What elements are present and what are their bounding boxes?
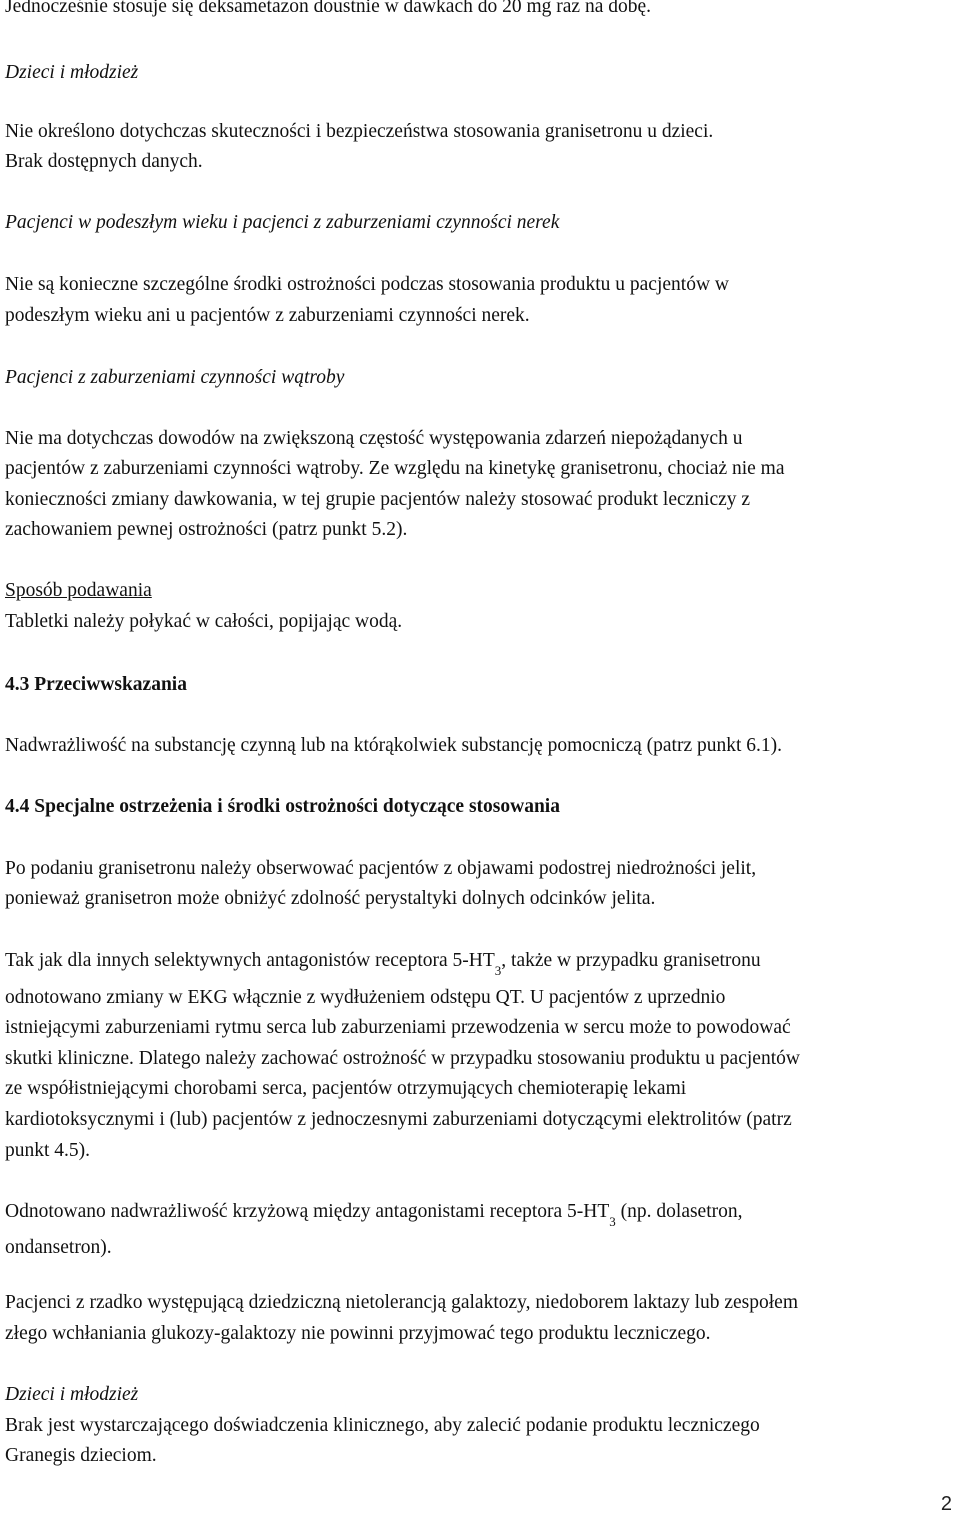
section-heading-warnings: 4.4 Specjalne ostrzeżenia i środki ostrożności dotyczące stosowania bbox=[5, 796, 560, 817]
subheading-administration: Sposób podawania bbox=[5, 580, 152, 601]
paragraph-line: punkt 4.5). bbox=[5, 1140, 91, 1161]
paragraph-line: skutki kliniczne. Dlatego należy zachować ostrożność w przypadku stosowaniu produktu u pacjentów bbox=[5, 1048, 800, 1069]
paragraph-line: ponieważ granisetron może obniżyć zdolność perystaltyki dolnych odcinków jelita. bbox=[5, 888, 656, 909]
paragraph-line: Nie są konieczne szczególne środki ostrożności podczas stosowania produktu u pacjentów w bbox=[5, 274, 729, 295]
subheading-elderly-renal: Pacjenci w podeszłym wieku i pacjenci z zaburzeniami czynności nerek bbox=[5, 212, 560, 233]
paragraph-line: istniejącymi zaburzeniami rytmu serca lub zaburzeniami przewodzenia w sercu może to powodować bbox=[5, 1017, 791, 1038]
paragraph-line: odnotowano zmiany w EKG włącznie z wydłużeniem odstępu QT. U pacjentów z uprzednio bbox=[5, 987, 726, 1008]
paragraph-line bbox=[5, 1197, 743, 1228]
subheading-children: Dzieci i młodzież bbox=[5, 1384, 139, 1405]
paragraph-line: Nadwrażliwość na substancję czynną lub na którąkolwiek substancję pomocniczą (patrz punkt 6.1). bbox=[5, 735, 783, 756]
paragraph-line: konieczności zmiany dawkowania, w tej grupie pacjentów należy stosować produkt leczniczy z bbox=[5, 489, 751, 510]
paragraph-line: ondansetron). bbox=[5, 1237, 112, 1258]
text-segment: , także w przypadku granisetronu bbox=[501, 950, 761, 971]
paragraph-line: Brak jest wystarczającego doświadczenia klinicznego, aby zalecić podanie produktu leczniczego bbox=[5, 1415, 760, 1436]
paragraph-line: pacjentów z zaburzeniami czynności wątroby. Ze względu na kinetykę granisetronu, chociaż nie ma bbox=[5, 458, 785, 479]
paragraph-line: Nie określono dotychczas skuteczności i bezpieczeństwa stosowania granisetronu u dzieci. bbox=[5, 121, 714, 142]
paragraph-line: złego wchłaniania glukozy-galaktozy nie powinni przyjmować tego produktu leczniczego. bbox=[5, 1323, 711, 1344]
paragraph-line: Jednocześnie stosuje się deksametazon doustnie w dawkach do 20 mg raz na dobę. bbox=[5, 0, 652, 17]
subscript: 3 bbox=[494, 963, 502, 978]
paragraph-line: podeszłym wieku ani u pacjentów z zaburzeniami czynności nerek. bbox=[5, 305, 530, 326]
paragraph-line: kardiotoksycznymi i (lub) pacjentów z jednoczesnymi zaburzeniami dotyczącymi elektrolitów (patrz bbox=[5, 1109, 792, 1130]
paragraph-line: Po podaniu granisetronu należy obserwować pacjentów z objawami podostrej niedrożności jelit, bbox=[5, 858, 757, 879]
subscript: 3 bbox=[609, 1214, 616, 1229]
text-segment: Odnotowano nadwrażliwość krzyżową między antagonistami receptora 5-HT bbox=[5, 1201, 610, 1222]
text-segment: (np. dolasetron, bbox=[615, 1201, 743, 1222]
paragraph-line bbox=[5, 946, 761, 977]
paragraph-line: ze współistniejącymi chorobami serca, pacjentów otrzymujących chemioterapię lekami bbox=[5, 1078, 687, 1099]
paragraph-line: Pacjenci z rzadko występującą dziedziczną nietolerancją galaktozy, niedoborem laktazy lub zespołem bbox=[5, 1292, 798, 1313]
section-heading-contraindications: 4.3 Przeciwwskazania bbox=[5, 674, 187, 695]
paragraph-line: Granegis dzieciom. bbox=[5, 1445, 157, 1466]
subheading-children: Dzieci i młodzież bbox=[5, 62, 139, 83]
text-segment: Tak jak dla innych selektywnych antagonistów receptora 5-HT bbox=[5, 950, 495, 971]
paragraph-line: Tabletki należy połykać w całości, popijając wodą. bbox=[5, 611, 403, 632]
paragraph-line: zachowaniem pewnej ostrożności (patrz punkt 5.2). bbox=[5, 519, 408, 540]
page-number: 2 bbox=[940, 1493, 952, 1515]
subheading-hepatic: Pacjenci z zaburzeniami czynności wątroby bbox=[5, 367, 345, 388]
paragraph-line: Nie ma dotychczas dowodów na zwiększoną częstość występowania zdarzeń niepożądanych u bbox=[5, 428, 743, 449]
paragraph-line: Brak dostępnych danych. bbox=[5, 151, 203, 172]
